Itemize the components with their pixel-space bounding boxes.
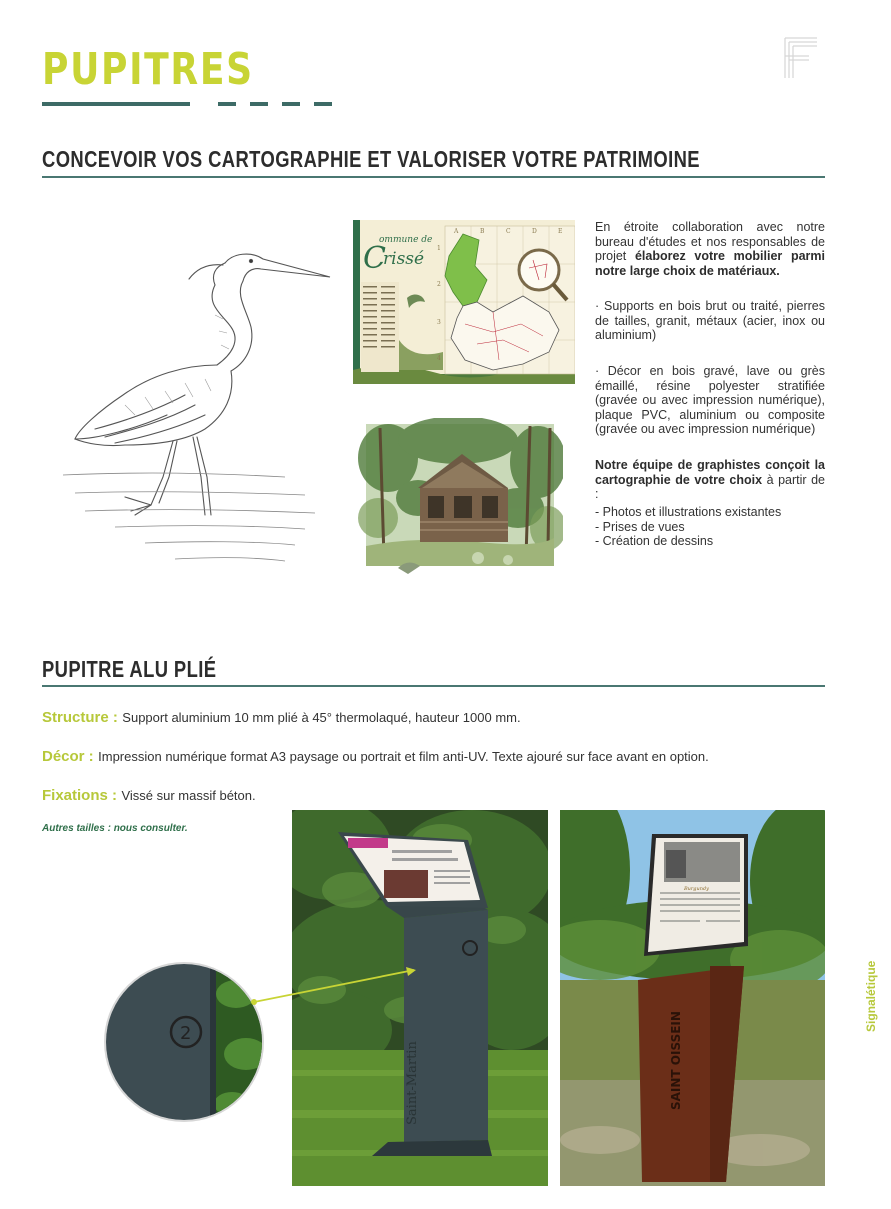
graphics-team-paragraph	[595, 458, 825, 502]
pupitre-corten-photo	[560, 810, 825, 1186]
list-item: - Prises de vues	[595, 519, 685, 534]
map-col-label: A	[454, 228, 459, 235]
spec-label: Structure :	[42, 709, 118, 726]
map-row-label: 4	[437, 355, 441, 362]
spec-label: Décor :	[42, 748, 94, 765]
title-underline	[42, 102, 190, 106]
materials-decor-paragraph: · Décor en bois gravé, lave ou grès émaillé, résine polyester stratifiée (gravée ou avec impression numérique), plaque PVC, aluminium ou composite (gravée ou avec impression numérique)	[595, 364, 825, 436]
intro-text: En étroite collaboration avec notre bureau d'études et nos responsables de projet	[595, 220, 825, 263]
spec-structure	[42, 709, 521, 727]
team-rest-text: à partir de :	[595, 472, 826, 501]
section-heading-pupitre-alu: PUPITRE ALU PLIÉ	[42, 656, 217, 682]
materials-support-paragraph: · Supports en bois brut ou traité, pierres de tailles, granit, métaux (acier, inox ou aluminium)	[595, 299, 825, 342]
spec-decor	[42, 748, 709, 766]
list-item: - Photos et illustrations existantes	[595, 505, 782, 519]
map-col-label: E	[558, 228, 563, 235]
map-title-line2: rissé	[383, 249, 425, 269]
zoom-badge-number: 2	[180, 1023, 192, 1044]
map-title-initial: C	[363, 241, 386, 276]
spec-label: Fixations :	[42, 787, 118, 804]
map-row-label: 2	[437, 281, 441, 288]
title-dash	[250, 102, 268, 106]
side-category-label: Signalétique	[864, 960, 878, 1032]
section-rule	[42, 685, 825, 687]
map-col-label: D	[532, 228, 537, 235]
list-item: - Création de dessins	[595, 534, 714, 548]
zoom-callout-arrow	[210, 958, 430, 1008]
lectern-cutout-text: Saint-Martin	[405, 1041, 420, 1125]
section-heading-cartography: CONCEVOIR VOS CARTOGRAPHIE ET VALORISER VOTRE PATRIMOINE	[42, 146, 700, 172]
map-col-label: C	[506, 228, 511, 235]
intro-paragraph	[595, 220, 825, 278]
commune-map-image	[353, 220, 575, 384]
gazebo-illustration-image	[358, 418, 563, 574]
map-title-line1: ommune de	[379, 235, 433, 245]
lectern-cutout-text: SAINT OISSEIN	[669, 1011, 683, 1110]
title-dash	[282, 102, 300, 106]
spec-fixations	[42, 787, 256, 805]
brand-logo	[783, 36, 819, 80]
spec-value: Vissé sur massif béton.	[121, 788, 256, 803]
team-bold-text: Notre équipe de graphistes conçoit la cartographie de votre choix	[595, 458, 825, 487]
page-title: PUPITRES	[42, 44, 254, 95]
map-row-label: 1	[437, 245, 441, 252]
map-col-label: B	[480, 228, 485, 235]
spec-value: Impression numérique format A3 paysage ou portrait et film anti-UV. Texte ajouré sur face avant en option.	[98, 749, 709, 764]
section-rule	[42, 176, 825, 178]
source-list	[595, 505, 825, 549]
heron-sketch-image	[55, 215, 337, 585]
map-row-label: 3	[437, 319, 441, 326]
title-dash	[314, 102, 332, 106]
intro-bold-text: élaborez votre mobilier parmi notre large choix de matériaux.	[595, 249, 825, 278]
spec-value: Support aluminium 10 mm plié à 45° thermolaqué, hauteur 1000 mm.	[122, 710, 521, 725]
panel-title: Burgundy	[684, 886, 709, 892]
sizes-note: Autres tailles : nous consulter.	[42, 823, 188, 834]
title-dash	[218, 102, 236, 106]
